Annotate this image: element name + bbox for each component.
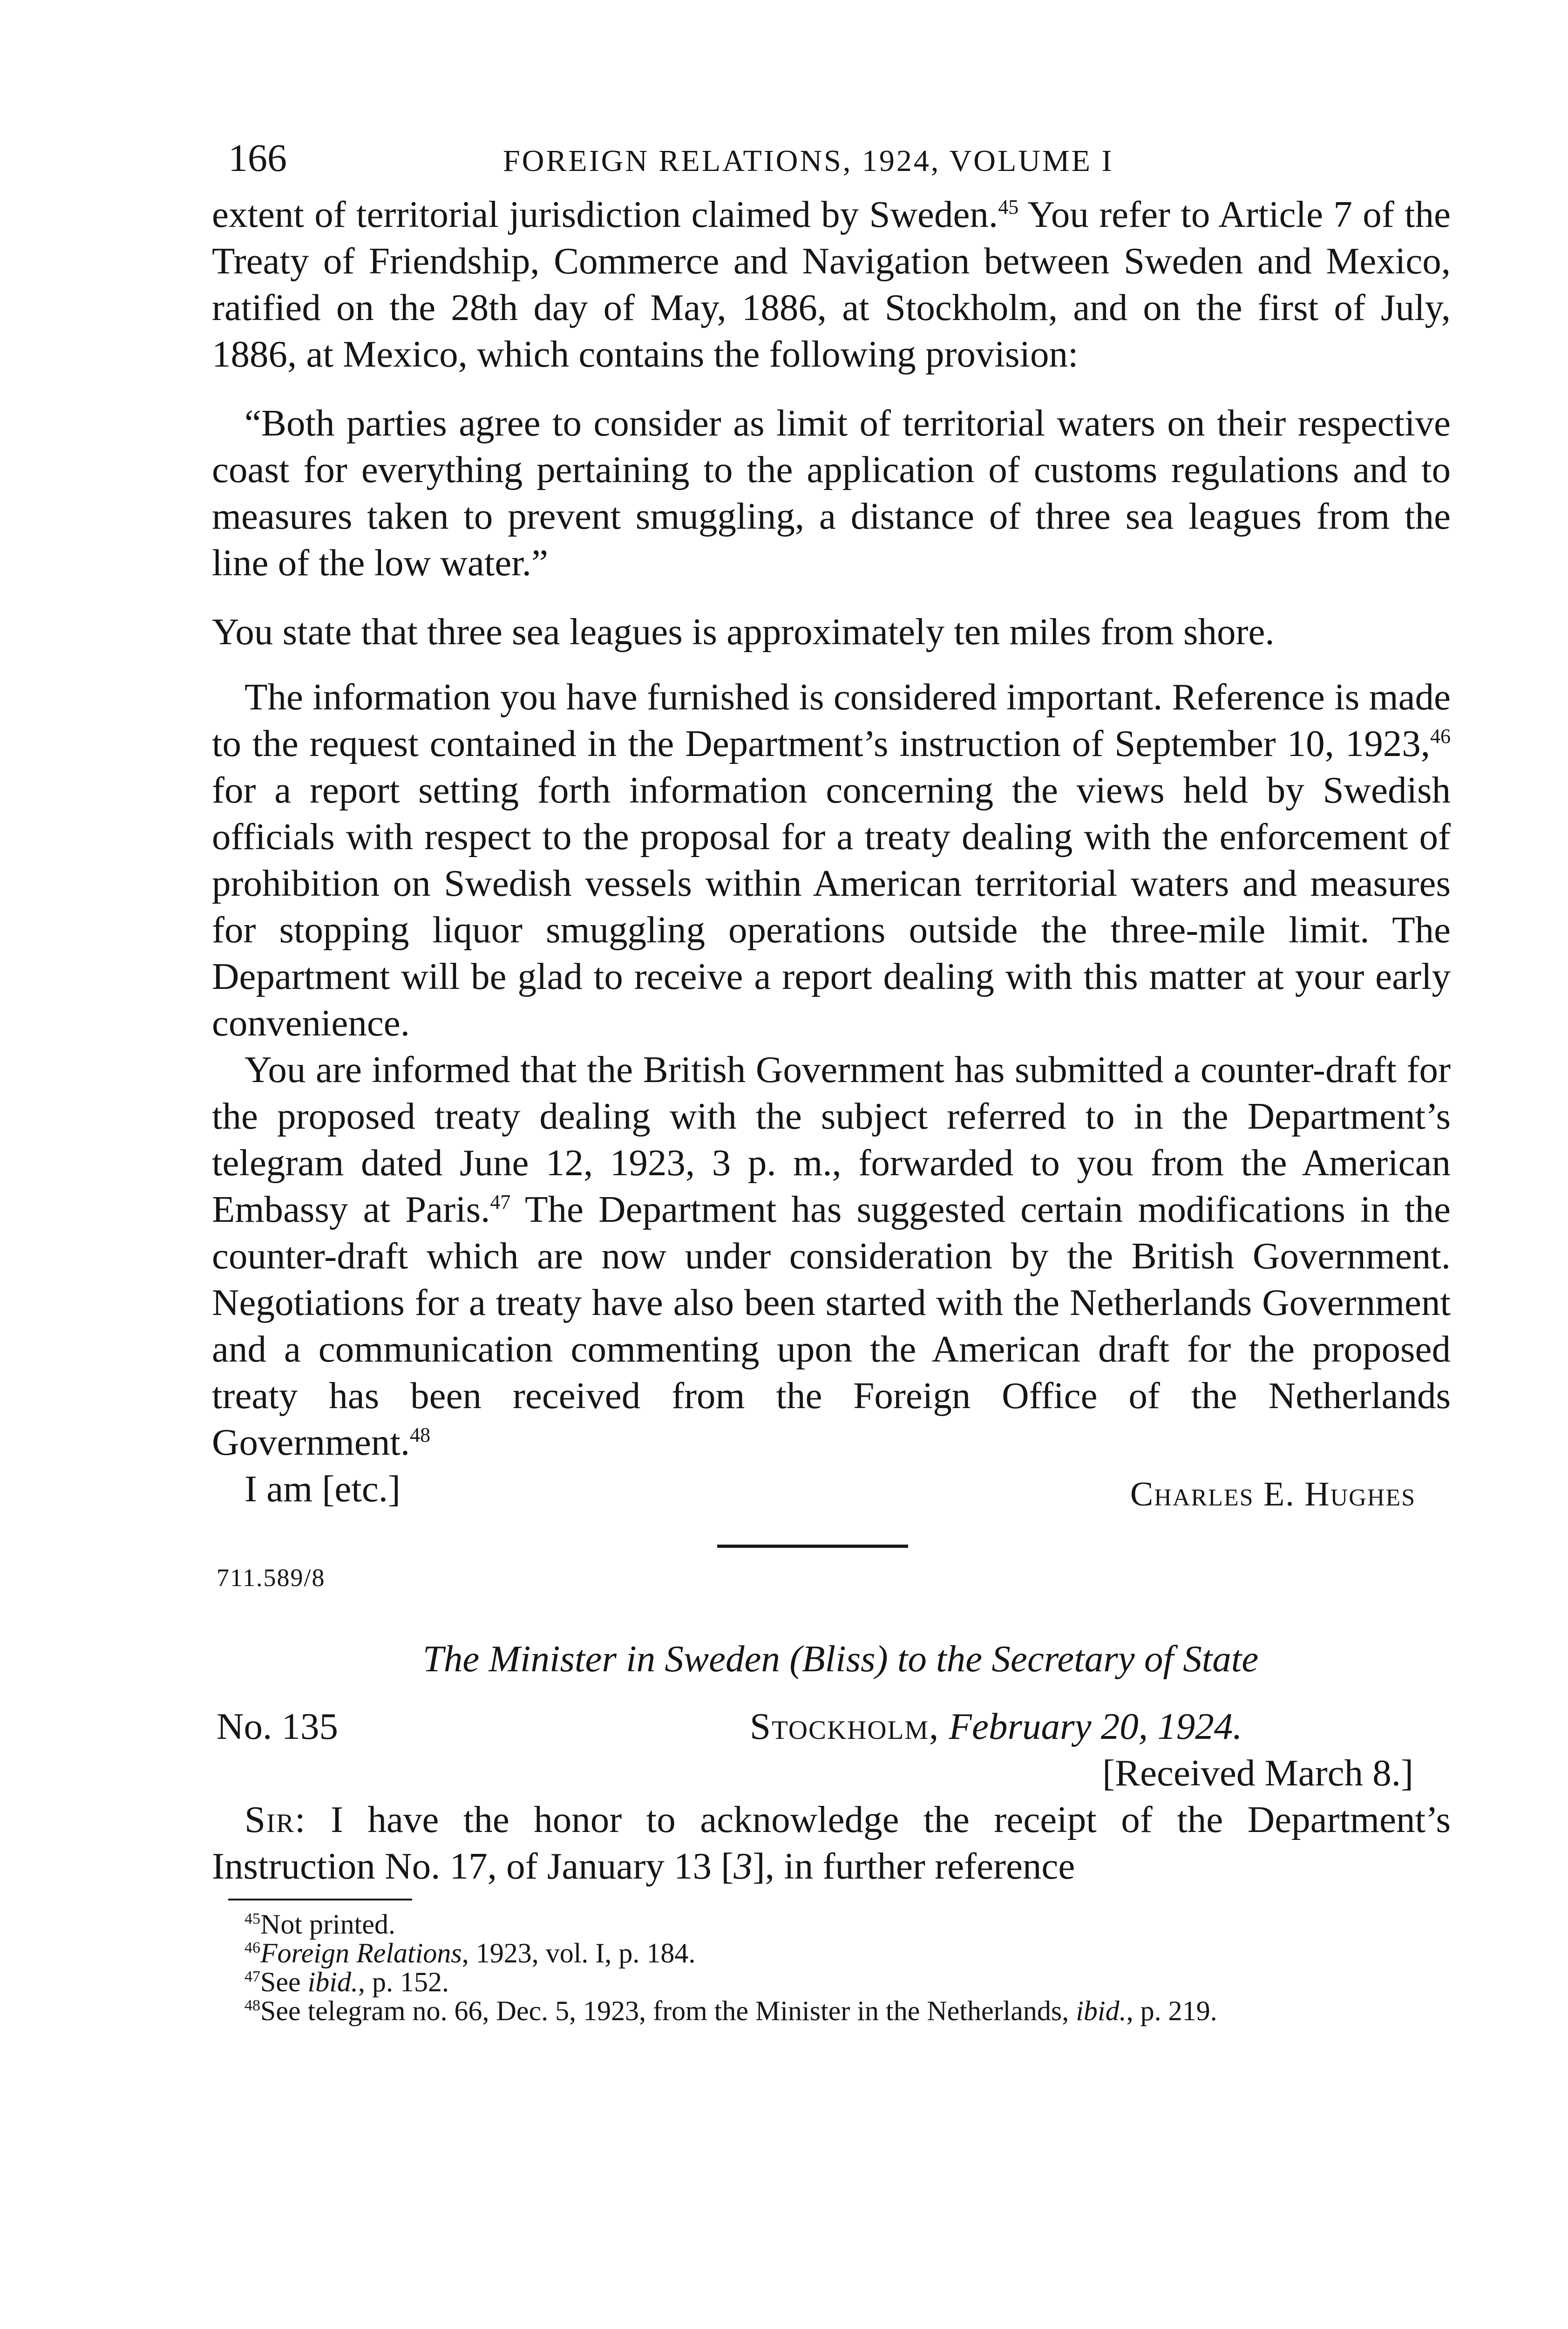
file-number: 711.589/8 — [217, 1564, 326, 1592]
dateline-place: Stockholm, — [750, 1705, 940, 1747]
received-row — [212, 1750, 1451, 1796]
footnote-text: See — [260, 1967, 308, 1997]
paragraph-text: for a report setting forth information concerning the views held by Swedish officials with respect to the proposal for a treaty dealing with the enforcement of prohibition on Swedish vessels within American territorial waters and measures for stopping liquor smuggling operations outside the three-mile limit. The Department will be glad to receive a report dealing with this matter at your early convenience. — [212, 769, 1451, 1044]
running-head: FOREIGN RELATIONS, 1924, VOLUME I — [503, 144, 1114, 178]
section-divider — [717, 1545, 908, 1548]
footnote-title: Foreign Relations — [260, 1938, 462, 1968]
dateline-date: February 20, 1924. — [939, 1705, 1242, 1747]
footnote-number: 46 — [244, 1939, 260, 1956]
footnote-45 — [228, 1910, 1451, 1939]
letter-body — [212, 191, 1451, 1465]
document-page — [212, 135, 1451, 2025]
footnote-number: 48 — [244, 1997, 260, 2014]
footnote-number: 47 — [244, 1968, 260, 1985]
footnote-text: , p. 152. — [358, 1967, 449, 1997]
second-letter-body — [212, 1796, 1451, 1889]
footnote-text: , p. 219. — [1126, 1995, 1217, 2026]
footnote-ibid: ibid. — [307, 1967, 358, 1997]
paragraph-text: extent of territorial jurisdiction claimed by Sweden. — [212, 193, 998, 235]
received-date: [Received March 8.] — [1102, 1752, 1413, 1794]
salutation: Sir: — [244, 1798, 306, 1840]
page-header — [212, 135, 1451, 191]
paragraph-sea-leagues: You state that three sea leagues is approximately ten miles from shore. — [212, 611, 1275, 653]
footnote-ref-45[interactable]: 45 — [998, 196, 1019, 218]
footnote-ref-47[interactable]: 47 — [490, 1191, 511, 1213]
footnote-number: 45 — [244, 1910, 260, 1927]
footnote-text: See telegram no. 66, Dec. 5, 1923, from the Minister in the Netherlands, — [260, 1995, 1076, 2026]
document-title: The Minister in Sweden (Bliss) to the Secretary of State — [422, 1638, 1259, 1680]
paragraph-text: ], in further reference — [752, 1845, 1075, 1887]
paragraph-text: You are informed that the British Government has submitted a counter-draft for the proposed treaty dealing with the subject referred to in the Department’s telegram dated June 12, 1923, 3 p. m., forwarded to you from the American Embassy at Paris. — [212, 1049, 1451, 1230]
footnote-text: , 1923, vol. I, p. 184. — [462, 1938, 696, 1968]
footnote-46 — [228, 1939, 1451, 1968]
date-correction: 3 — [733, 1845, 753, 1887]
paragraph-text: You refer to Article 7 of the Treaty of Friendship, Commerce and Navigation between Sweden and Mexico, ratified on the 28th day of May, 1886, at Stockholm, and on the first of July, 1886, at Mexico, which contains the following provision: — [212, 193, 1451, 375]
file-row — [212, 1545, 1451, 1591]
closing-phrase: I am [etc.] — [244, 1468, 401, 1510]
paragraph-text: I have the honor to acknowledge the receipt of the Department’s Instruction No. 17, of January 13 [ — [212, 1798, 1451, 1887]
treaty-quotation: “Both parties agree to consider as limit of territorial waters on their respective coast for everything pertaining to the application of customs regulations and to measures taken to prevent smuggling, a distance of three sea leagues from the line of the low water.” — [212, 402, 1451, 584]
footnote-ref-48[interactable]: 48 — [410, 1423, 431, 1446]
footnotes — [212, 1910, 1451, 2025]
paragraph-information — [212, 674, 1451, 1046]
paragraph-continued — [212, 191, 1451, 377]
signature: Charles E. Hughes — [1130, 1475, 1416, 1513]
dateline-row — [212, 1703, 1451, 1750]
paragraph-text: The Department has suggested certain modifications in the counter-draft which are now under consideration by the British Government. Negotiations for a treaty have also been started with the Netherlands Government and a communication commenting upon the American draft for the proposed treaty has been received from the Foreign Office of the Netherlands Government. — [212, 1188, 1451, 1463]
footnote-separator — [228, 1899, 412, 1900]
footnote-ibid: ibid. — [1076, 1995, 1127, 2026]
footnote-47 — [228, 1968, 1451, 1996]
footnote-ref-46[interactable]: 46 — [1430, 725, 1451, 748]
footnote-text: Not printed. — [260, 1909, 395, 1940]
page-number: 166 — [228, 136, 287, 180]
dateline — [750, 1703, 1242, 1750]
paragraph-text: The information you have furnished is considered important. Reference is made to the request contained in the Department’s instruction of September 10, 1923, — [212, 676, 1451, 764]
footnote-48 — [228, 1996, 1451, 2025]
paragraph-british-draft — [212, 1046, 1451, 1465]
document-number: No. 135 — [217, 1705, 338, 1747]
opening-paragraph — [212, 1796, 1451, 1889]
closing-row — [212, 1465, 1451, 1517]
